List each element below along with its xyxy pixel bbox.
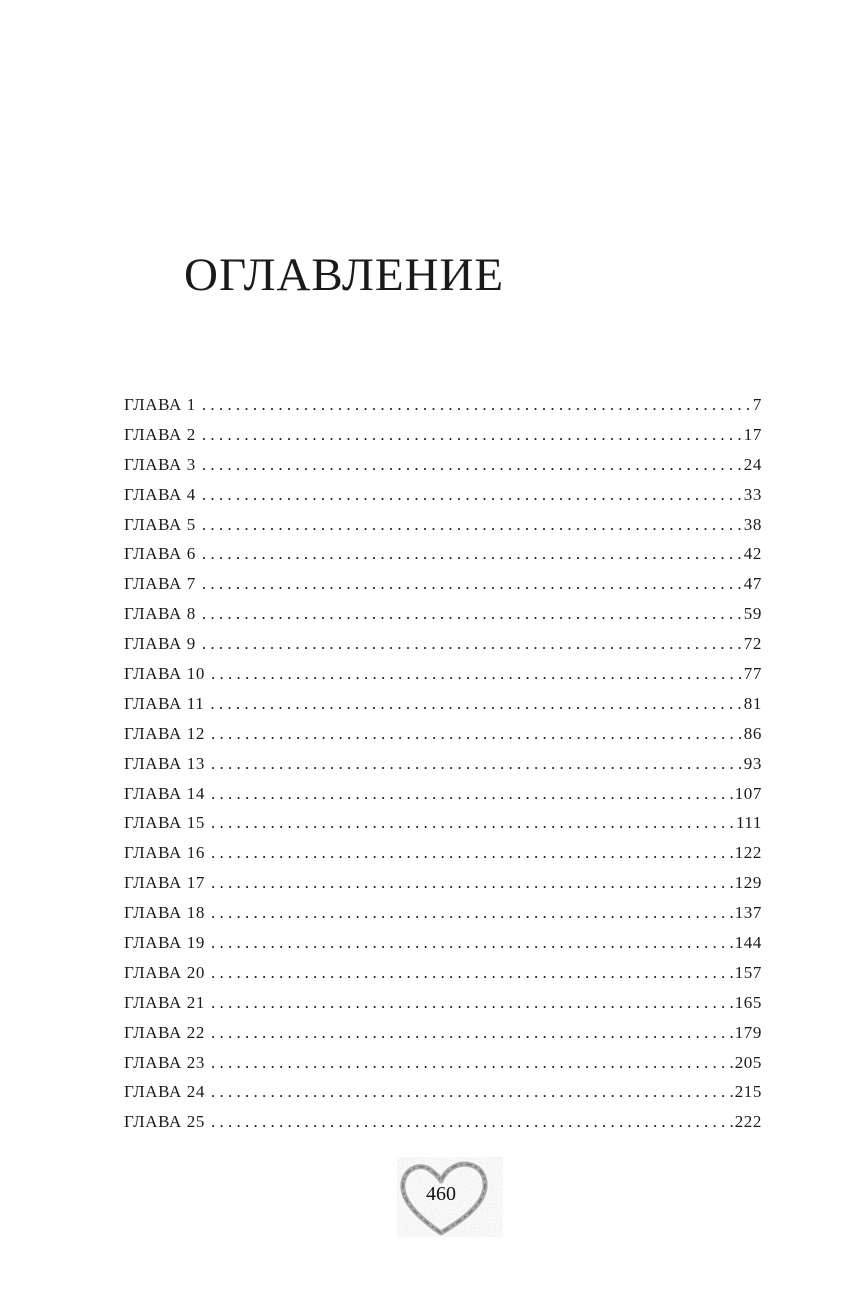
toc-entry-leader [202,629,742,659]
toc-entry [124,719,762,749]
toc-entry [124,838,762,868]
toc-entry [124,1107,762,1137]
toc-entry-label: ГЛАВА 5 [124,514,196,534]
toc-entry-leader [211,868,733,898]
toc-entry [124,420,762,450]
toc-entry [124,958,762,988]
toc-entry-page: 42 [743,544,762,564]
toc-entry [124,569,762,599]
toc-entry-label: ГЛАВА 6 [124,544,196,564]
toc-entry-leader [211,1048,733,1078]
toc-entry-page: 157 [734,962,762,982]
toc-entry [124,808,762,838]
toc-entry-label: ГЛАВА 16 [124,843,205,863]
toc-entry [124,390,762,420]
toc-entry-leader [211,1018,733,1048]
toc-entry-label: ГЛАВА 25 [124,1112,205,1132]
toc-entry-page: 17 [743,424,762,444]
toc-entry [124,510,762,540]
toc-entry [124,779,762,809]
toc-entry-label: ГЛАВА 17 [124,873,205,893]
toc-entry-label: ГЛАВА 18 [124,903,205,923]
toc-entry-page: 222 [734,1112,762,1132]
toc-entry [124,1048,762,1078]
toc-entry [124,868,762,898]
toc-entry-label: ГЛАВА 7 [124,574,196,594]
toc-entry-label: ГЛАВА 21 [124,992,205,1012]
toc-entry-page: 165 [734,992,762,1012]
toc-entry [124,599,762,629]
toc-entry-page: 33 [743,484,762,504]
toc-entry [124,988,762,1018]
toc-entry-page: 93 [743,753,762,773]
toc-entry-label: ГЛАВА 3 [124,454,196,474]
toc-entry-leader [211,1077,733,1107]
toc-entry-leader [202,420,742,450]
toc-entry-page: 59 [743,604,762,624]
toc-entry-label: ГЛАВА 9 [124,634,196,654]
toc-entry-leader [211,659,742,689]
toc-entry-leader [211,749,742,779]
toc-entry-page: 179 [734,1022,762,1042]
toc-entry-leader [202,599,742,629]
toc-entry-leader [202,569,742,599]
toc-entry-leader [211,898,733,928]
toc-entry-label: ГЛАВА 15 [124,813,205,833]
toc-entry-leader [202,450,742,480]
toc-entry-label: ГЛАВА 13 [124,753,205,773]
toc-entry-leader [211,958,733,988]
toc-entry-page: 81 [743,693,762,713]
toc-entry [124,480,762,510]
toc-entry-label: ГЛАВА 14 [124,783,205,803]
page-number: 460 [426,1183,456,1205]
toc-entry-leader [202,480,742,510]
toc-entry-page: 38 [743,514,762,534]
toc-entry-leader [202,390,751,420]
toc-entry-leader [202,510,742,540]
toc-entry-label: ГЛАВА 12 [124,723,205,743]
toc-entry-page: 72 [743,634,762,654]
toc-entry-label: ГЛАВА 23 [124,1052,205,1072]
toc-entry-label: ГЛАВА 20 [124,962,205,982]
toc-entry-leader [211,988,733,1018]
toc-entry-leader [210,689,741,719]
toc-entry [124,928,762,958]
toc-entry-page: 47 [743,574,762,594]
toc-entry-page: 205 [734,1052,762,1072]
toc-entry [124,539,762,569]
toc-entry-label: ГЛАВА 10 [124,664,205,684]
toc-entry-leader [211,1107,733,1137]
toc-entry-leader [211,808,734,838]
toc-entry-page: 129 [734,873,762,893]
toc-entry-label: ГЛАВА 22 [124,1022,205,1042]
toc-entry-label: ГЛАВА 1 [124,395,196,414]
toc-entry-page: 86 [743,723,762,743]
page-title: ОГЛАВЛЕНИЕ [184,249,505,301]
toc-entry [124,629,762,659]
toc-entry-label: ГЛАВА 2 [124,424,196,444]
toc-entry-label: ГЛАВА 8 [124,604,196,624]
toc-entry [124,450,762,480]
toc-entry [124,689,762,719]
toc-entry-leader [211,719,742,749]
table-of-contents [124,390,762,1137]
toc-entry-page: 122 [734,843,762,863]
toc-entry-page: 215 [734,1082,762,1102]
toc-entry-page: 107 [734,783,762,803]
toc-entry-page: 24 [743,454,762,474]
toc-entry-page: 7 [752,395,762,414]
toc-entry [124,1077,762,1107]
toc-entry-leader [202,539,742,569]
page-footer [395,1155,505,1239]
toc-entry-page: 111 [735,813,762,833]
toc-entry-page: 137 [734,903,762,923]
toc-entry-label: ГЛАВА 4 [124,484,196,504]
toc-entry-label: ГЛАВА 19 [124,933,205,953]
toc-entry-label: ГЛАВА 24 [124,1082,205,1102]
toc-entry-label: ГЛАВА 11 [124,693,205,713]
toc-entry [124,898,762,928]
toc-entry-leader [211,779,733,809]
toc-entry-page: 77 [743,664,762,684]
toc-entry [124,749,762,779]
toc-entry-leader [211,928,733,958]
toc-entry [124,659,762,689]
toc-entry [124,1018,762,1048]
toc-entry-leader [211,838,733,868]
toc-entry-page: 144 [734,933,762,953]
